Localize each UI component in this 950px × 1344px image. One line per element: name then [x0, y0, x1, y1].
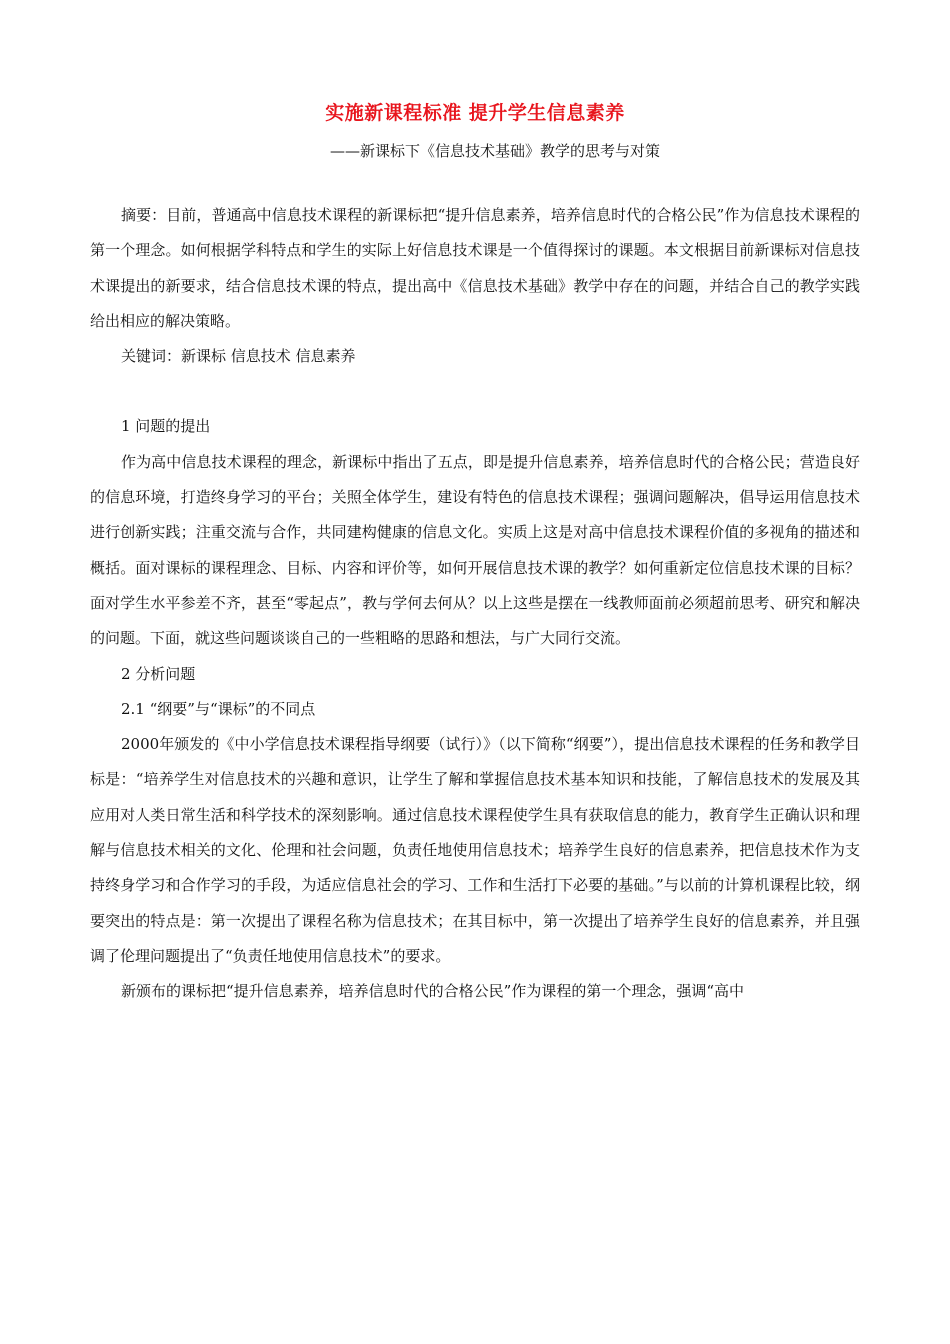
subsection-heading-2-1: 2.1 “纲要”与“课标”的不同点: [121, 699, 316, 718]
body-paragraph: 2000年颁发的《中小学信息技术课程指导纲要（试行）》（以下简称“纲要”），提出信息技术课程的任务和教学目标是：“培养学生对信息技术的兴趣和意识，让学生了解和掌握信息技术基本知识和技能，了解信息技术的发展及其应用对人类日常生活和科学技术的深刻影响。通过信息技术课程使学生具有获取信息的能力，教育学生正确认识和理解与信息技术相关的文化、伦理和社会问题，负责任地使用信息技术；培养学生良好的信息素养，把信息技术作为支持终身学习和合作学习的手段，为适应信息社会的学习、工作和生活打下必要的基础。”与以前的计算机课程比较，纲要突出的特点是：第一次提出了课程名称为信息技术；在其目标中，第一次提出了培养学生良好的信息素养，并且强调了伦理问题提出了“负责任地使用信息技术”的要求。: [90, 735, 860, 965]
section-heading-1: 1 问题的提出: [121, 417, 211, 436]
abstract-paragraph: 摘要：目前，普通高中信息技术课程的新课标把“提升信息素养，培养信息时代的合格公民”作为信息技术课程的第一个理念。如何根据学科特点和学生的实际上好信息技术课是一个值得探讨的课题。本文根据目前新课标对信息技术课提出的新要求，结合信息技术课的特点，提出高中《信息技术基础》教学中存在的问题，并结合自己的教学实践给出相应的解决策略。: [90, 206, 860, 330]
document-subtitle: ——新课标下《信息技术基础》教学的思考与对策: [329, 142, 660, 160]
document-body: [90, 198, 860, 1010]
document-title: 实施新课程标准 提升学生信息素养: [325, 102, 625, 124]
keywords-paragraph: 关键词：新课标 信息技术 信息素养: [121, 347, 356, 366]
body-paragraph: 作为高中信息技术课程的理念，新课标中指出了五点，即是提升信息素养，培养信息时代的合格公民；营造良好的信息环境，打造终身学习的平台；关照全体学生，建设有特色的信息技术课程；强调问题解决，倡导运用信息技术进行创新实践；注重交流与合作，共同建构健康的信息文化。实质上这是对高中信息技术课程价值的多视角的描述和概括。面对课标的课程理念、目标、内容和评价等，如何开展信息技术课的教学？如何重新定位信息技术课的目标？面对学生水平参差不齐，甚至“零起点”，教与学何去何从？以上这些是摆在一线教师面前必须超前思考、研究和解决的问题。下面，就这些问题谈谈自己的一些粗略的思路和想法，与广大同行交流。: [90, 452, 860, 648]
body-paragraph: 新颁布的课标把“提升信息素养，培养信息时代的合格公民”作为课程的第一个理念，强调“高中: [121, 982, 745, 1001]
section-heading-2: 2 分析问题: [121, 664, 196, 683]
